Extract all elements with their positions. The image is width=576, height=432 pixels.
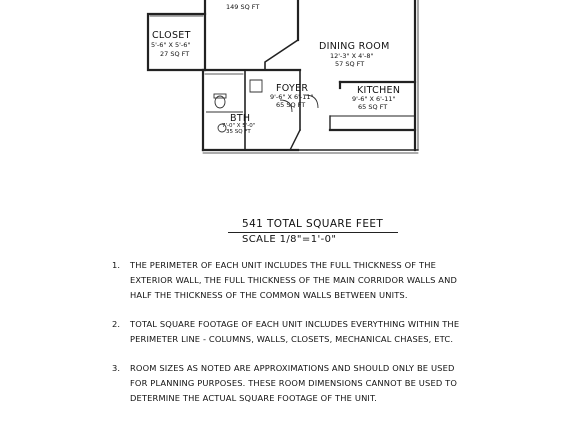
foyer-dims: 9'-6" X 6'-11" — [270, 93, 314, 101]
note-item — [112, 361, 492, 406]
note-number: 2. — [112, 319, 121, 329]
note-line: TOTAL SQUARE FOOTAGE OF EACH UNIT INCLUDES EVERYTHING WITHIN THE — [130, 319, 460, 329]
floor-plan — [0, 0, 576, 170]
note-line: EXTERIOR WALL, THE FULL THICKNESS OF THE MAIN CORRIDOR WALLS AND — [130, 275, 458, 285]
closet-area: 27 SQ FT — [160, 50, 190, 58]
note-line: THE PERIMETER OF EACH UNIT INCLUDES THE FULL THICKNESS OF THE — [130, 260, 436, 270]
bath-area: 35 SQ FT — [226, 129, 251, 135]
note-line: ROOM SIZES AS NOTED ARE APPROXIMATIONS AND SHOULD ONLY BE USED — [130, 363, 455, 373]
note-item — [112, 258, 492, 303]
kitchen-area: 65 SQ FT — [358, 103, 388, 111]
total-square-feet: 541 TOTAL SQUARE FEET — [242, 218, 384, 230]
kitchen-dims: 9'-6" X 6'-11" — [352, 95, 396, 103]
note-line: PERIMETER LINE - COLUMNS, WALLS, CLOSETS, MECHANICAL CHASES, ETC. — [130, 334, 454, 344]
note-text — [130, 361, 492, 406]
top-room-area: 149 SQ FT — [226, 3, 260, 11]
dining-room-dims: 12'-3" X 4'-8" — [330, 52, 374, 60]
bath-dims: 7'-0" X 5'-0" — [222, 123, 256, 129]
note-line: DETERMINE THE ACTUAL SQUARE FOOTAGE OF THE UNIT. — [130, 393, 378, 403]
closet-dims: 5'-6" X 5'-6" — [151, 41, 191, 49]
note-item — [112, 317, 492, 347]
note-text — [130, 317, 492, 347]
note-line: HALF THE THICKNESS OF THE COMMON WALLS BETWEEN UNITS. — [130, 290, 408, 300]
note-line: FOR PLANNING PURPOSES. THESE ROOM DIMENSIONS CANNOT BE USED TO — [130, 378, 458, 388]
foyer-label: FOYER — [276, 83, 309, 94]
notes-list — [112, 258, 492, 420]
dining-room-area: 57 SQ FT — [335, 60, 365, 68]
foyer-area: 65 SQ FT — [276, 101, 306, 109]
note-text — [130, 258, 492, 303]
note-number: 3. — [112, 363, 121, 373]
closet-label: CLOSET — [152, 30, 191, 41]
scale-note: SCALE 1/8"=1'-0" — [228, 232, 398, 245]
kitchen-label: KITCHEN — [357, 85, 401, 96]
bath-label: BTH — [230, 113, 251, 124]
dining-room-label: DINING ROOM — [319, 41, 390, 52]
totals-block — [228, 218, 398, 245]
note-number: 1. — [112, 260, 121, 270]
